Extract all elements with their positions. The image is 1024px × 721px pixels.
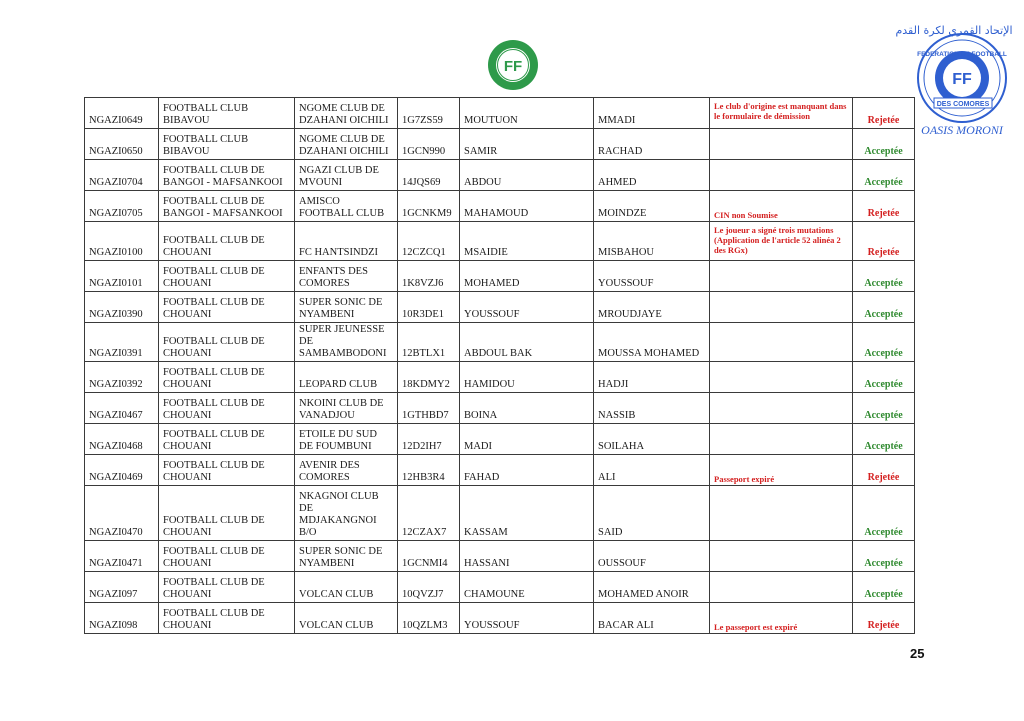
destination-club: ETOILE DU SUD DE FOUMBUNI — [295, 424, 398, 455]
status-badge: Acceptée — [853, 160, 915, 191]
stamp-ring-text: FEDERATION DE FOOTBALL — [917, 51, 1007, 58]
player-first-name: YOUSSOUF — [594, 261, 710, 292]
rejection-reason: Le joueur a signé trois mutations (Application de l'article 52 alinéa 2 des RGx) — [710, 222, 853, 261]
player-last-name: YOUSSOUF — [460, 603, 594, 634]
player-first-name: AHMED — [594, 160, 710, 191]
request-id: NGAZI0391 — [85, 323, 159, 362]
origin-club: FOOTBALL CLUB DE CHOUANI — [159, 455, 295, 486]
status-badge: Acceptée — [853, 572, 915, 603]
origin-club: FOOTBALL CLUB DE CHOUANI — [159, 572, 295, 603]
stamp-arabic-text: الإتحاد القمري لكرة القدم — [895, 24, 1013, 37]
player-first-name: OUSSOUF — [594, 541, 710, 572]
origin-club: FOOTBALL CLUB DE CHOUANI — [159, 261, 295, 292]
table-row — [85, 541, 915, 572]
table-row — [85, 160, 915, 191]
request-id: NGAZI0100 — [85, 222, 159, 261]
destination-club: VOLCAN CLUB — [295, 572, 398, 603]
table-row — [85, 424, 915, 455]
table-row — [85, 129, 915, 160]
request-id: NGAZI0649 — [85, 98, 159, 129]
player-first-name: MROUDJAYE — [594, 292, 710, 323]
player-last-name: YOUSSOUF — [460, 292, 594, 323]
player-last-name: ABDOUL BAK — [460, 323, 594, 362]
rejection-reason — [710, 362, 853, 393]
player-first-name: HADJI — [594, 362, 710, 393]
table-row — [85, 292, 915, 323]
rejection-reason — [710, 160, 853, 191]
request-id: NGAZI098 — [85, 603, 159, 634]
rejection-reason — [710, 261, 853, 292]
licence-number: 12CZAX7 — [398, 486, 460, 541]
origin-club: FOOTBALL CLUB DE CHOUANI — [159, 362, 295, 393]
licence-number: 18KDMY2 — [398, 362, 460, 393]
destination-club: LEOPARD CLUB — [295, 362, 398, 393]
destination-club: NGAZI CLUB DE MVOUNI — [295, 160, 398, 191]
licence-number: 1K8VZJ6 — [398, 261, 460, 292]
licence-number: 10QZLM3 — [398, 603, 460, 634]
request-id: NGAZI0470 — [85, 486, 159, 541]
table-row — [85, 222, 915, 261]
status-badge: Rejetée — [853, 603, 915, 634]
status-badge: Rejetée — [853, 191, 915, 222]
request-id: NGAZI0469 — [85, 455, 159, 486]
status-badge: Rejetée — [853, 222, 915, 261]
destination-club: SUPER JEUNESSE DE SAMBAMBODONI — [295, 323, 398, 362]
licence-number: 12HB3R4 — [398, 455, 460, 486]
rejection-reason — [710, 393, 853, 424]
status-badge: Acceptée — [853, 362, 915, 393]
rejection-reason: Passeport expiré — [710, 455, 853, 486]
status-badge: Acceptée — [853, 292, 915, 323]
status-badge: Acceptée — [853, 323, 915, 362]
table-row — [85, 603, 915, 634]
rejection-reason: Le passeport est expiré — [710, 603, 853, 634]
request-id: NGAZI0390 — [85, 292, 159, 323]
destination-club: SUPER SONIC DE NYAMBENI — [295, 541, 398, 572]
player-last-name: HASSANI — [460, 541, 594, 572]
player-first-name: MOUSSA MOHAMED — [594, 323, 710, 362]
table-row — [85, 261, 915, 292]
destination-club: VOLCAN CLUB — [295, 603, 398, 634]
transfers-table — [84, 97, 915, 634]
rejection-reason — [710, 323, 853, 362]
table-row — [85, 191, 915, 222]
page-number: 25 — [910, 646, 925, 661]
request-id: NGAZI0467 — [85, 393, 159, 424]
licence-number: 12CZCQ1 — [398, 222, 460, 261]
request-id: NGAZI0705 — [85, 191, 159, 222]
player-last-name: FAHAD — [460, 455, 594, 486]
destination-club: NKOINI CLUB DE VANADJOU — [295, 393, 398, 424]
player-last-name: HAMIDOU — [460, 362, 594, 393]
logo-mark: FF — [503, 58, 523, 75]
origin-club: FOOTBALL CLUB DE CHOUANI — [159, 292, 295, 323]
player-last-name: KASSAM — [460, 486, 594, 541]
table-row — [85, 572, 915, 603]
player-first-name: BACAR ALI — [594, 603, 710, 634]
player-first-name: MMADI — [594, 98, 710, 129]
licence-number: 10R3DE1 — [398, 292, 460, 323]
destination-club: FC HANTSINDZI — [295, 222, 398, 261]
rejection-reason: CIN non Soumise — [710, 191, 853, 222]
player-last-name: MADI — [460, 424, 594, 455]
request-id: NGAZI0101 — [85, 261, 159, 292]
rejection-reason — [710, 129, 853, 160]
federation-logo — [486, 38, 540, 92]
status-badge: Acceptée — [853, 424, 915, 455]
licence-number: 1GCNMI4 — [398, 541, 460, 572]
status-badge: Acceptée — [853, 129, 915, 160]
status-badge: Acceptée — [853, 486, 915, 541]
player-first-name: SAID — [594, 486, 710, 541]
licence-number: 1GCNKM9 — [398, 191, 460, 222]
licence-number: 14JQS69 — [398, 160, 460, 191]
rejection-reason — [710, 424, 853, 455]
destination-club: NKAGNOI CLUB DE MDJAKANGNOI B/O — [295, 486, 398, 541]
player-first-name: MOHAMED ANOIR — [594, 572, 710, 603]
rejection-reason — [710, 572, 853, 603]
licence-number: 1G7ZS59 — [398, 98, 460, 129]
table-row — [85, 486, 915, 541]
origin-club: FOOTBALL CLUB DE BANGOI - MAFSANKOOI — [159, 160, 295, 191]
player-last-name: MOHAMED — [460, 261, 594, 292]
origin-club: FOOTBALL CLUB DE CHOUANI — [159, 486, 295, 541]
destination-club: AVENIR DES COMORES — [295, 455, 398, 486]
stamp-banner-text: DES COMORES — [936, 101, 990, 108]
origin-club: FOOTBALL CLUB DE CHOUANI — [159, 393, 295, 424]
request-id: NGAZI097 — [85, 572, 159, 603]
stamp-logo-mark: FF — [952, 71, 972, 88]
status-badge: Acceptée — [853, 261, 915, 292]
origin-club: FOOTBALL CLUB BIBAVOU — [159, 129, 295, 160]
origin-club: FOOTBALL CLUB DE CHOUANI — [159, 424, 295, 455]
player-first-name: ALI — [594, 455, 710, 486]
destination-club: NGOME CLUB DE DZAHANI OICHILI — [295, 98, 398, 129]
status-badge: Rejetée — [853, 98, 915, 129]
table-row — [85, 362, 915, 393]
player-last-name: BOINA — [460, 393, 594, 424]
licence-number: 1GCN990 — [398, 129, 460, 160]
rejection-reason — [710, 486, 853, 541]
origin-club: FOOTBALL CLUB DE BANGOI - MAFSANKOOI — [159, 191, 295, 222]
table-row — [85, 323, 915, 362]
destination-club: NGOME CLUB DE DZAHANI OICHILI — [295, 129, 398, 160]
destination-club: AMISCO FOOTBALL CLUB — [295, 191, 398, 222]
table-row — [85, 98, 915, 129]
origin-club: FOOTBALL CLUB BIBAVOU — [159, 98, 295, 129]
destination-club: SUPER SONIC DE NYAMBENI — [295, 292, 398, 323]
rejection-reason — [710, 292, 853, 323]
rejection-reason — [710, 541, 853, 572]
player-first-name: NASSIB — [594, 393, 710, 424]
origin-club: FOOTBALL CLUB DE CHOUANI — [159, 603, 295, 634]
destination-club: ENFANTS DES COMORES — [295, 261, 398, 292]
origin-club: FOOTBALL CLUB DE CHOUANI — [159, 541, 295, 572]
player-last-name: ABDOU — [460, 160, 594, 191]
player-last-name: MAHAMOUD — [460, 191, 594, 222]
request-id: NGAZI0392 — [85, 362, 159, 393]
licence-number: 10QVZJ7 — [398, 572, 460, 603]
player-last-name: CHAMOUNE — [460, 572, 594, 603]
licence-number: 12D2IH7 — [398, 424, 460, 455]
request-id: NGAZI0468 — [85, 424, 159, 455]
status-badge: Rejetée — [853, 455, 915, 486]
licence-number: 1GTHBD7 — [398, 393, 460, 424]
table-row — [85, 393, 915, 424]
table-row — [85, 455, 915, 486]
player-last-name: SAMIR — [460, 129, 594, 160]
request-id: NGAZI0650 — [85, 129, 159, 160]
request-id: NGAZI0704 — [85, 160, 159, 191]
origin-club: FOOTBALL CLUB DE CHOUANI — [159, 323, 295, 362]
player-last-name: MSAIDIE — [460, 222, 594, 261]
status-badge: Acceptée — [853, 393, 915, 424]
rejection-reason: Le club d'origine est manquant dans le formulaire de démission — [710, 98, 853, 129]
stamp-bottom-text: OASIS MORONI — [921, 123, 1003, 137]
status-badge: Acceptée — [853, 541, 915, 572]
player-first-name: RACHAD — [594, 129, 710, 160]
licence-number: 12BTLX1 — [398, 323, 460, 362]
player-first-name: MOINDZE — [594, 191, 710, 222]
player-last-name: MOUTUON — [460, 98, 594, 129]
origin-club: FOOTBALL CLUB DE CHOUANI — [159, 222, 295, 261]
player-first-name: MISBAHOU — [594, 222, 710, 261]
request-id: NGAZI0471 — [85, 541, 159, 572]
player-first-name: SOILAHA — [594, 424, 710, 455]
